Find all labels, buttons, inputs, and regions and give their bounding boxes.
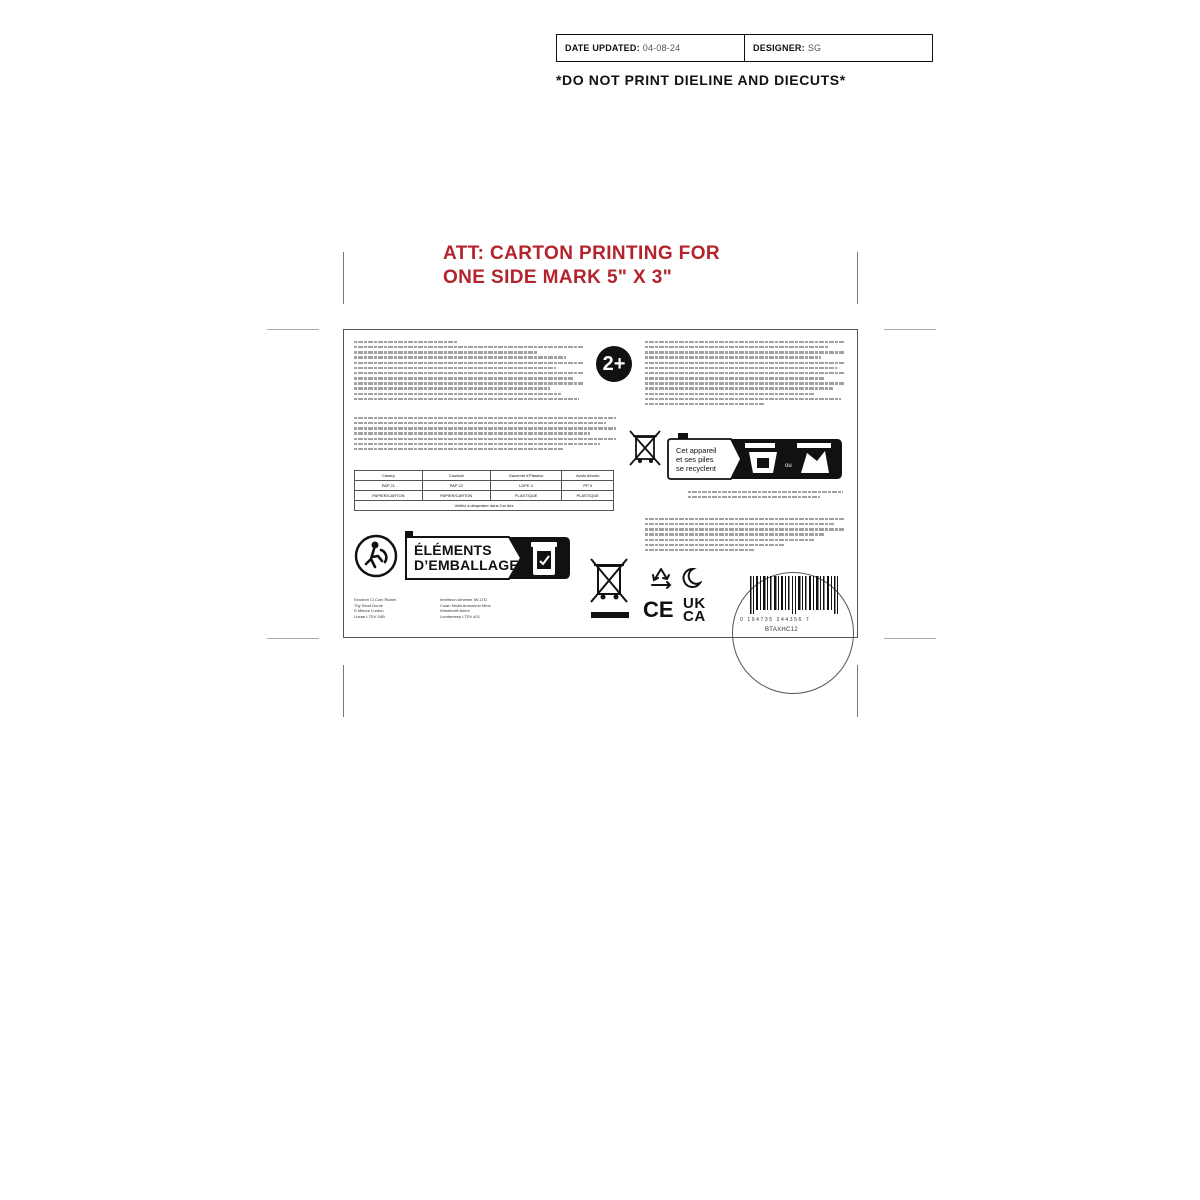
barcode [748,576,840,614]
address-line: Eeodem Ci Cum Ridam [354,597,397,602]
ce-mark: CE [643,597,674,622]
table-row [355,471,614,481]
table-cell: PAP 22 [422,481,490,491]
dieline-mark-top-right [857,252,858,304]
designer-value: SG [807,43,822,53]
designer-label: DESIGNER: [753,43,805,53]
table-row [355,481,614,491]
ukca-mark [683,597,706,623]
table-row [355,491,614,501]
date-updated-label: DATE UPDATED: [565,43,640,53]
table-cell: PAP 21 [355,481,423,491]
date-updated-cell [557,35,744,61]
legal-text-block-3 [645,338,845,408]
designer-cell [744,35,932,61]
packaging-label-line1: ÉLÉMENTS [414,542,492,558]
dieline-mark-top-left [343,252,344,304]
collection-note-line [688,488,843,501]
dieline-mark-right-bottom [884,638,936,639]
barcode-number: 0 194735 244356 7 [740,617,811,623]
dieline-mark-right-top [884,329,936,330]
dieline-mark-left-top [267,329,319,330]
table-cell: PAPIER/CARTON [422,491,490,501]
legal-text-block-4 [645,515,845,554]
address-line: Wirsetnvilt Anem [440,608,470,613]
table-cell: PLASTIQUE [490,491,562,501]
dieline-note: *DO NOT PRINT DIELINE AND DIECUTS* [556,72,846,88]
address-right [440,597,490,619]
table-cell: Gacemét d’Plastico [490,471,562,481]
address-line: Lueae L7DV S4B [354,613,385,619]
table-cell: LDPE 4 [490,481,562,491]
collection-text-line: se recyclent [676,464,717,473]
address-line: Culan Ntuila Amoonmo Mins [440,602,491,608]
collection-or-label: ou [785,463,792,469]
table-cell: PAPIER/CARTON [355,491,423,501]
att-line-2: ONE SIDE MARK 5" X 3" [443,267,673,288]
packaging-bin-icon [531,542,557,575]
header-box [556,34,933,62]
collection-text-line: et ses piles [676,455,714,464]
address-line: Londemeep LTDV 401 [440,613,480,619]
att-heading [443,242,720,290]
address-left [354,597,396,619]
table-row [355,501,614,511]
crossed-bin-icon [588,556,630,622]
ukca-line1: UK [683,595,706,612]
dieline-mark-left-bottom [267,638,319,639]
table-cell: PLASTIQUE [562,491,614,501]
age-2plus-icon: 2+ [596,346,632,382]
legal-text-block-2 [354,414,616,453]
collection-text [676,446,716,473]
legal-text-block-1 [354,338,584,403]
packaging-label-line2: D’EMBALLAGE [414,557,519,573]
packaging-label [414,543,519,573]
address-line: Thy Stoot Dunre [354,602,384,608]
dieline-mark-bottom-right [857,665,858,717]
recycle-icon [648,566,674,590]
date-updated-value: 04-08-24 [642,43,681,53]
table-cell: Avulo Alnorio [562,471,614,481]
moon-icon [680,566,702,590]
triman-icon [354,534,398,578]
table-cell: Coudval [422,471,490,481]
material-table [354,470,614,511]
table-footer-cell: Veillez à despratrer dans l’un des [355,501,614,511]
address-line: S Minore Lurdon [354,608,384,613]
collection-text-line: Cet appareil [676,446,717,455]
table-cell: Carstry [355,471,423,481]
address-line: Imetheon Amerine IW-LTD [440,597,487,602]
ukca-line2: CA [683,608,706,625]
table-cell: PP 5 [562,481,614,491]
crossed-bin-icon [627,428,663,468]
dieline-mark-bottom-left [343,665,344,717]
sku-code: BTAXHC12 [765,627,798,633]
att-line-1: ATT: CARTON PRINTING FOR [443,243,720,264]
